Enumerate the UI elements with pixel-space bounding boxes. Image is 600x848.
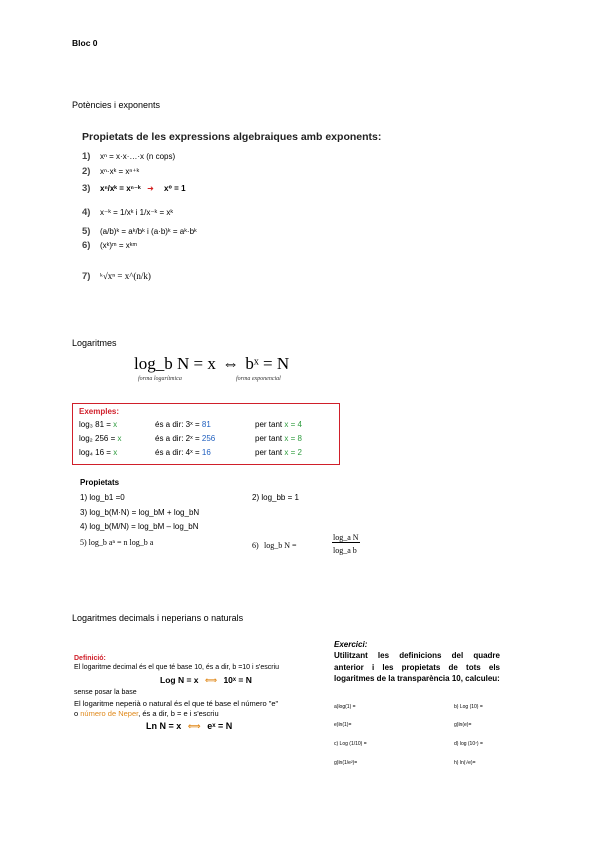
exercise-item-d: d) log (10⁷) = bbox=[454, 741, 483, 747]
power-property-text: ᵏ√xⁿ = x^(n/k) bbox=[100, 271, 151, 281]
exercise-text: Utilitzant les definicions del quadre anterior i les propietats de tots els logaritmes de la transparència 10, calculeu: bbox=[334, 651, 500, 684]
power-property-text: xⁿ·xᵏ = xⁿ⁺ᵏ bbox=[100, 167, 140, 176]
power-property-1: 1) xⁿ = x·x·…·x (n cops) bbox=[82, 151, 176, 162]
log-property-5: 5) log_b aⁿ = n log_b a bbox=[80, 538, 154, 547]
page-header: Bloc 0 bbox=[72, 38, 98, 48]
definition-line-3: El logaritme neperià o natural és el que té base el número "e" bbox=[74, 699, 279, 708]
section-title-decimal-logs: Logaritmes decimals i neperians o naturals bbox=[72, 613, 244, 623]
arrow-right-icon: ➜ bbox=[147, 184, 154, 193]
fraction-denominator: log_a b bbox=[333, 546, 357, 555]
caption-log-form: forma logarítmica bbox=[138, 376, 182, 382]
double-arrow-icon: ⟺ bbox=[187, 721, 201, 731]
power-property-3: 3) xⁿ/xᵏ = xⁿ⁻ᵏ ➜ x⁰ = 1 bbox=[82, 183, 186, 194]
power-property-4: 4) x⁻ᵏ = 1/xᵏ i 1/x⁻ᵏ = xᵏ bbox=[82, 207, 174, 218]
examples-box: Exemples: log₃ 81 = x és a dir: 3ˣ = 81 per tant x = 4 log₂ 256 = x és a dir: 2ˣ = 256 per tant x = 8 log₄ 16 = x és a dir: 4ˣ = 16 per tant x = 2 bbox=[72, 403, 340, 465]
definition-line-2: sense posar la base bbox=[74, 689, 137, 696]
power-property-text: xⁿ/xᵏ = xⁿ⁻ᵏ bbox=[100, 184, 141, 193]
log-property-3: 3) log_b(M·N) = log_bM + log_bN bbox=[80, 508, 200, 517]
decimal-log-formula: Log N = x ⟺ 10ˣ = N bbox=[160, 675, 252, 685]
equivalence-arrow-icon: ⇔ bbox=[222, 354, 240, 373]
log-properties-title: Propietats bbox=[80, 478, 120, 487]
exercise-item-a: a)log(1) = bbox=[334, 704, 356, 710]
exercise-item-b: b) Log (10) = bbox=[454, 704, 483, 710]
exercise-item-e: e)ln(1)= bbox=[334, 722, 352, 728]
power-property-text: x⁻ᵏ = 1/xᵏ i 1/x⁻ᵏ = xᵏ bbox=[100, 208, 174, 217]
definition-line-1: El logaritme decimal és el que té base 10, és a dir, b =10 i s'escriu bbox=[74, 664, 280, 671]
power-property-2: 2) xⁿ·xᵏ = xⁿ⁺ᵏ bbox=[82, 166, 140, 177]
log-definition-formula bbox=[134, 354, 289, 374]
exp-form: bˣ = N bbox=[245, 354, 290, 373]
exercise-item-g: g)ln(e)= bbox=[454, 722, 472, 728]
fraction-numerator: log_a N bbox=[333, 533, 359, 542]
definition-line-4: o número de Neper, és a dir, b = e i s'escriu bbox=[74, 709, 219, 718]
exercise-title: Exercici: bbox=[334, 640, 368, 649]
definition-title: Definició: bbox=[74, 655, 106, 662]
power-property-text: (xᵏ)ᵐ = xᵏᵐ bbox=[100, 241, 138, 250]
log-property-4: 4) log_b(M/N) = log_bM – log_bN bbox=[80, 522, 199, 531]
exercise-item-h: h) ln(√e)= bbox=[454, 760, 476, 766]
powers-box-title: Propietats de les expressions algebraiques amb exponents: bbox=[82, 131, 382, 143]
caption-exp-form: forma exponencial bbox=[236, 376, 281, 382]
power-property-5: 5) (a/b)ᵏ = aᵏ/bᵏ i (a·b)ᵏ = aᵏ·bᵏ bbox=[82, 226, 197, 237]
section-title-logs: Logaritmes bbox=[72, 338, 117, 348]
neper-link[interactable]: número de Neper bbox=[80, 709, 139, 718]
section-title-powers: Potències i exponents bbox=[72, 100, 161, 110]
natural-log-formula: Ln N = x ⟺ eˣ = N bbox=[146, 721, 233, 731]
exercise-item-c: c) Log (1/10) = bbox=[334, 741, 367, 747]
exercise-item-g2: g)ln(1/e²)= bbox=[334, 760, 358, 766]
double-arrow-icon: ⟺ bbox=[204, 675, 218, 685]
power-property-text: xⁿ = x·x·…·x (n cops) bbox=[100, 152, 176, 161]
examples-title: Exemples: bbox=[79, 407, 120, 416]
power-property-text: (a/b)ᵏ = aᵏ/bᵏ i (a·b)ᵏ = aᵏ·bᵏ bbox=[100, 227, 197, 236]
power-property-zero: x⁰ = 1 bbox=[164, 184, 186, 193]
log-form: log_b N = x bbox=[134, 354, 216, 373]
log-property-2: 2) log_bb = 1 bbox=[252, 493, 299, 502]
power-property-6: 6) (xᵏ)ᵐ = xᵏᵐ bbox=[82, 240, 138, 251]
log-property-1: 1) log_b1 =0 bbox=[80, 493, 125, 502]
power-property-7: 7) ᵏ√xⁿ = x^(n/k) bbox=[82, 271, 151, 282]
